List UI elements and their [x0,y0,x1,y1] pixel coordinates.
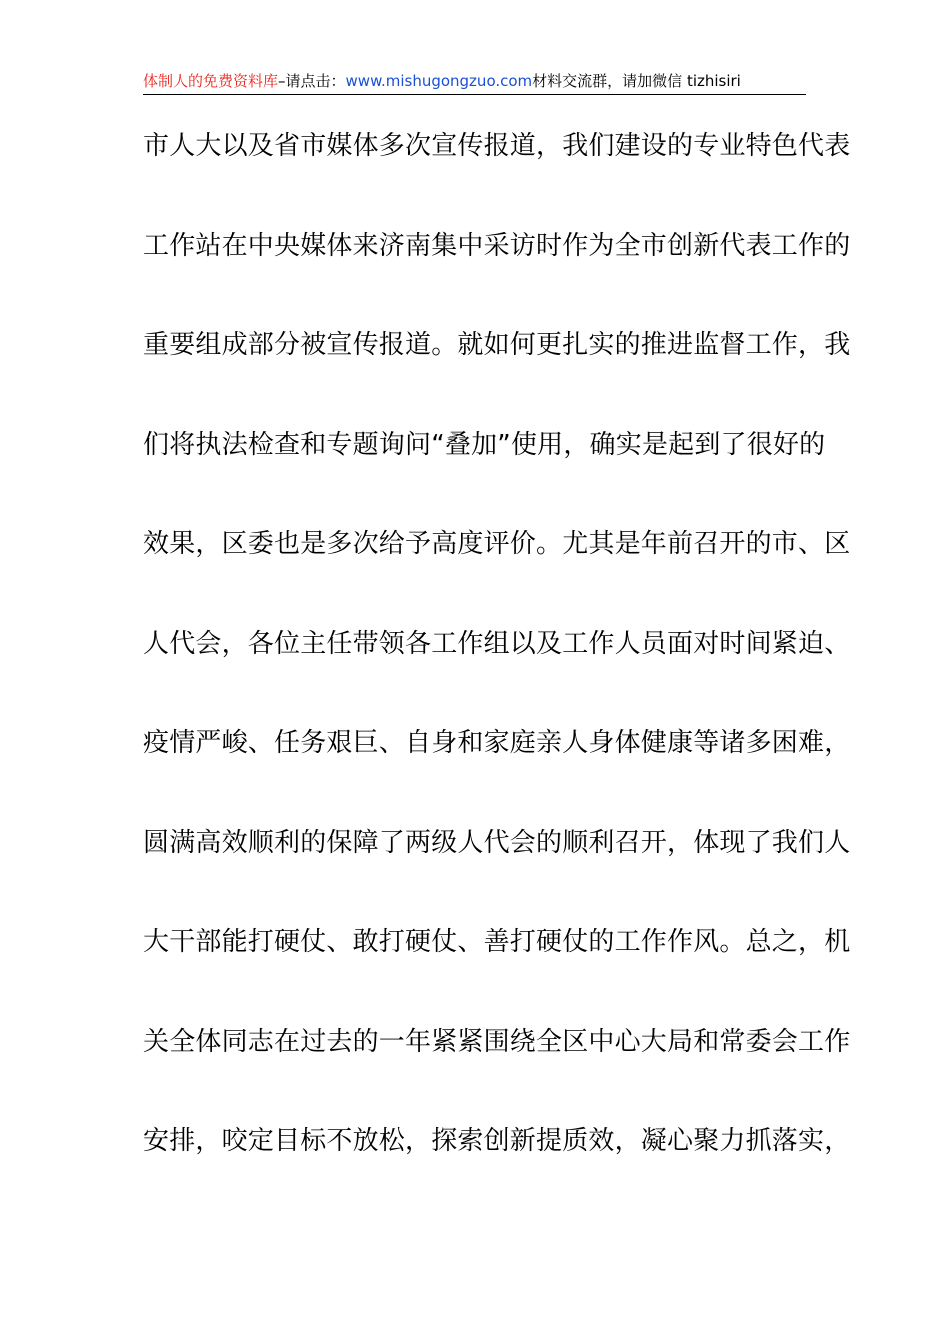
body-line: 圆满高效顺利的保障了两级人代会的顺利召开，体现了我们人 [143,827,851,858]
body-paragraph [143,121,851,1216]
body-line: 大干部能打硬仗、敢打硬仗、善打硬仗的工作作风。总之，机 [143,927,851,957]
header-tail: 材料交流群，请加微信 tizhisiri [532,72,741,90]
header-divider [143,94,806,95]
header-brand: 体制人的免费资料库 [143,72,279,90]
body-line: 人代会，各位主任带领各工作组以及工作人员面对时间紧迫、 [143,628,851,659]
body-line: 疫情严峻、任务艰巨、自身和家庭亲人身体健康等诸多困难， [143,728,851,758]
body-line: 市人大以及省市媒体多次宣传报道，我们建设的专业特色代表 [143,131,851,161]
page-header [143,70,806,94]
body-line: 工作站在中央媒体来济南集中采访时作为全市创新代表工作的 [143,230,851,261]
body-line: 重要组成部分被宣传报道。就如何更扎实的推进监督工作，我 [143,330,851,360]
body-line: 安排，咬定目标不放松，探索创新提质效，凝心聚力抓落实， [143,1126,851,1156]
header-separator: –请点击： [278,72,346,90]
body-line: 们将执法检查和专题询问“叠加”使用，确实是起到了很好的 [143,429,826,460]
body-line: 关全体同志在过去的一年紧紧围绕全区中心大局和常委会工作 [143,1026,851,1057]
header-link[interactable]: www.mishugongzuo.com [345,72,533,90]
body-line: 效果，区委也是多次给予高度评价。尤其是年前召开的市、区 [143,529,851,559]
